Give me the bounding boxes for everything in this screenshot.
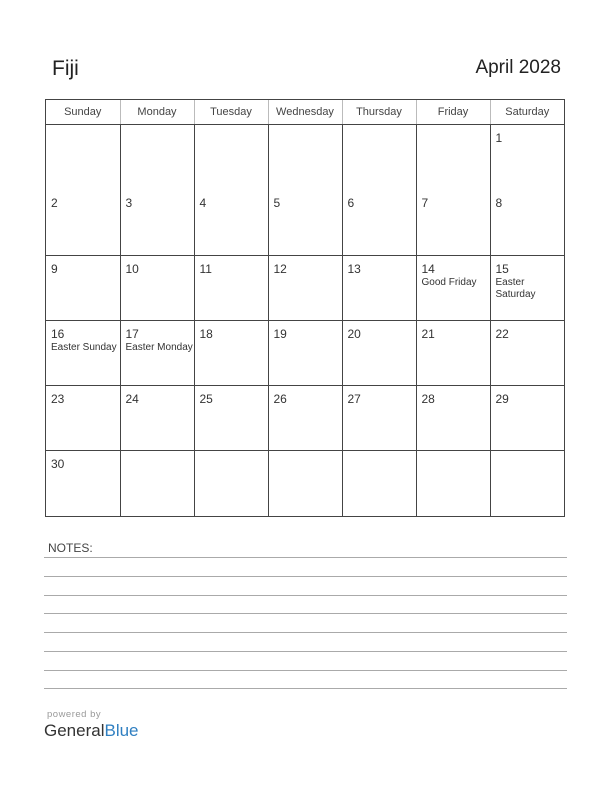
holiday-label: Easter Saturday [495,276,536,300]
day-number: 28 [421,392,435,406]
note-line [44,595,567,596]
day-number: 1 [495,131,503,145]
day-cell[interactable] [268,386,342,451]
note-line [44,670,567,671]
weekday-friday: Friday [416,100,490,125]
day-cell[interactable] [490,255,564,320]
weekday-saturday: Saturday [490,100,564,125]
week-row [46,190,564,255]
day-number: 25 [199,392,213,406]
note-line [44,688,567,689]
day-cell[interactable] [46,386,120,451]
day-cell[interactable] [194,125,268,190]
note-line [44,651,567,652]
week-row [46,125,564,190]
country-title: Fiji [52,57,79,80]
day-number: 2 [51,195,58,210]
day-cell[interactable] [490,125,564,190]
day-cell[interactable] [342,190,416,255]
day-cell[interactable] [268,451,342,516]
day-number: 7 [421,195,429,210]
day-cell[interactable] [46,320,120,385]
day-number: 18 [199,326,213,341]
day-number: 24 [125,392,139,406]
powered-by-text: powered by [47,709,102,720]
day-number: 9 [51,261,58,276]
weekday-thursday: Thursday [342,100,416,125]
calendar-grid [45,99,565,517]
day-cell[interactable] [120,451,194,516]
day-cell[interactable] [342,451,416,516]
day-number: 6 [347,195,355,210]
notes-label: NOTES: [48,541,93,555]
day-cell[interactable] [342,386,416,451]
day-cell[interactable] [416,125,490,190]
holiday-label: Easter Sunday [51,341,117,353]
day-cell[interactable] [194,190,268,255]
day-cell[interactable] [490,320,564,385]
day-cell[interactable] [416,386,490,451]
day-cell[interactable] [416,190,490,255]
note-line [44,576,567,577]
day-number: 5 [273,195,281,210]
month-year-title: April 2028 [475,57,561,78]
day-cell[interactable] [120,125,194,190]
day-number: 14 [421,261,435,276]
day-cell[interactable] [120,320,194,385]
week-row [46,386,564,451]
day-cell[interactable] [416,320,490,385]
week-row [46,451,564,516]
day-cell[interactable] [342,320,416,385]
day-cell[interactable] [194,386,268,451]
brand-general: General [44,721,105,740]
day-cell[interactable] [342,255,416,320]
day-number: 17 [125,326,139,341]
day-number: 11 [199,261,212,276]
weekday-monday: Monday [120,100,194,125]
week-row [46,255,564,320]
day-cell[interactable] [194,451,268,516]
weekday-wednesday: Wednesday [268,100,342,125]
day-number: 22 [495,326,509,341]
day-cell[interactable] [268,255,342,320]
day-cell[interactable] [268,125,342,190]
day-cell[interactable] [268,190,342,255]
day-cell[interactable] [194,255,268,320]
day-cell[interactable] [46,451,120,516]
day-cell[interactable] [46,190,120,255]
note-line [44,613,567,614]
day-number: 8 [495,195,503,210]
weekday-tuesday: Tuesday [194,100,268,125]
day-cell[interactable] [120,386,194,451]
weekday-header-row [46,100,564,125]
day-cell[interactable] [46,255,120,320]
day-number: 23 [51,392,65,406]
day-number: 29 [495,392,509,406]
day-cell[interactable] [490,451,564,516]
week-row [46,320,564,385]
day-number: 16 [51,326,65,341]
day-cell[interactable] [268,320,342,385]
day-cell[interactable] [120,190,194,255]
day-cell[interactable] [342,125,416,190]
day-number: 13 [347,261,361,276]
day-number: 15 [495,261,509,276]
day-cell[interactable] [46,125,120,190]
day-number: 27 [347,392,361,406]
note-line [44,632,567,633]
day-number: 4 [199,195,207,210]
day-number: 26 [273,392,287,406]
day-cell[interactable] [416,451,490,516]
holiday-label: Easter Monday [125,341,193,353]
day-number: 12 [273,261,287,276]
day-number: 20 [347,326,361,341]
day-number: 21 [421,326,435,341]
holiday-label: Good Friday [421,276,477,288]
day-cell[interactable] [490,386,564,451]
day-cell[interactable] [490,190,564,255]
brand-logo[interactable] [44,721,139,741]
note-line [44,557,567,558]
day-cell[interactable] [194,320,268,385]
brand-blue: Blue [104,721,139,740]
day-cell[interactable] [120,255,194,320]
day-number: 19 [273,326,287,341]
day-number: 3 [125,195,133,210]
day-number: 30 [51,457,65,472]
weekday-sunday: Sunday [46,100,120,125]
day-cell[interactable] [416,255,490,320]
day-number: 10 [125,261,139,276]
